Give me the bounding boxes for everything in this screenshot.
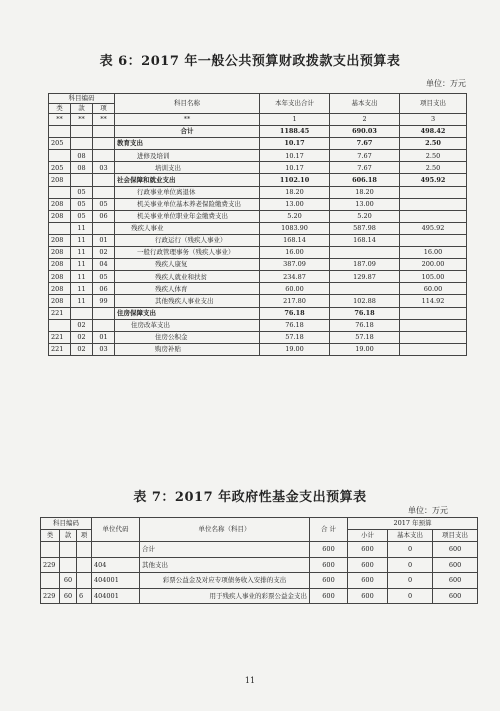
- cell-kuan: [60, 542, 77, 558]
- cell-project: [400, 307, 467, 319]
- table-row: [49, 210, 467, 222]
- cell-project: 60.00: [400, 283, 467, 295]
- cell-basic: 0: [388, 588, 433, 604]
- header-total: 合 计: [310, 518, 348, 542]
- cell-subject-name: 一般行政管理事务（残疾人事业）: [115, 247, 260, 259]
- cell-total: 5.20: [260, 210, 330, 222]
- cell-total: 76.18: [260, 307, 330, 319]
- cell-lei: [41, 573, 60, 589]
- cell-basic: 76.18: [330, 319, 400, 331]
- cell-xiang: [93, 307, 115, 319]
- cell-lei: 208: [49, 259, 71, 271]
- header-kuan: 款: [60, 530, 77, 542]
- cell-kuan: 11: [71, 247, 93, 259]
- cell-subject-name: 进修及培训: [115, 150, 260, 162]
- header-lei: 类: [41, 530, 60, 542]
- table7-unit: 单位：万元: [408, 506, 448, 515]
- idx-lei: **: [49, 114, 71, 126]
- cell-subject-name: 残疾人事业: [115, 222, 260, 234]
- cell-unit-name: 其他支出: [140, 557, 310, 573]
- cell-xiang: 6: [77, 588, 92, 604]
- cell-total: 57.18: [260, 331, 330, 343]
- cell-basic: 7.67: [330, 150, 400, 162]
- table-row: [41, 588, 478, 604]
- idx-kuan: **: [71, 114, 93, 126]
- cell-basic: [330, 283, 400, 295]
- cell-xiang: 03: [93, 343, 115, 355]
- header-basic: 基本支出: [388, 530, 433, 542]
- cell-project: 495.92: [400, 174, 467, 186]
- idx-2: 2: [330, 114, 400, 126]
- cell-kuan: 11: [71, 283, 93, 295]
- cell-project: 495.92: [400, 222, 467, 234]
- cell-kuan: 02: [71, 343, 93, 355]
- cell-subject-name: 培训支出: [115, 162, 260, 174]
- table-row: [49, 283, 467, 295]
- cell-kuan: 11: [71, 234, 93, 246]
- cell-xiang: [93, 150, 115, 162]
- header-project: 项目支出: [433, 530, 478, 542]
- cell-unit-code: 404001: [92, 573, 140, 589]
- cell-basic: 187.09: [330, 259, 400, 271]
- cell-lei: 208: [49, 283, 71, 295]
- cell-kuan: 08: [71, 150, 93, 162]
- cell-unit-code: 404: [92, 557, 140, 573]
- idx-xiang: **: [93, 114, 115, 126]
- cell-lei: 208: [49, 210, 71, 222]
- cell-lei: 208: [49, 295, 71, 307]
- cell-xiang: 01: [93, 234, 115, 246]
- header-unit-code: 单位代码: [92, 518, 140, 542]
- idx-name: **: [115, 114, 260, 126]
- table-row: [41, 542, 478, 558]
- idx-3: 3: [400, 114, 467, 126]
- cell-total: 13.00: [260, 198, 330, 210]
- cell-xiang: 05: [93, 198, 115, 210]
- cell-xiang: [77, 557, 92, 573]
- header-xiang: 项: [77, 530, 92, 542]
- cell-basic: 606.18: [330, 174, 400, 186]
- cell-unit-code: 404001: [92, 588, 140, 604]
- table6-body: [49, 126, 467, 356]
- cell-basic: 168.14: [330, 234, 400, 246]
- cell-kuan: [71, 138, 93, 150]
- page-number: 11: [244, 676, 256, 685]
- cell-subject-name: 住房保障支出: [115, 307, 260, 319]
- cell-lei: [49, 186, 71, 198]
- cell-basic: 19.00: [330, 343, 400, 355]
- cell-total: 217.80: [260, 295, 330, 307]
- cell-subject-name: 购房补贴: [115, 343, 260, 355]
- cell-xiang: 06: [93, 283, 115, 295]
- cell-basic: 7.67: [330, 138, 400, 150]
- cell-basic: 13.00: [330, 198, 400, 210]
- cell-total: 600: [310, 542, 348, 558]
- cell-xiang: 99: [93, 295, 115, 307]
- table-row: [49, 126, 467, 138]
- cell-subject-name: 住房公积金: [115, 331, 260, 343]
- table-row: [49, 343, 467, 355]
- cell-xiang: 04: [93, 259, 115, 271]
- header-kuan: 款: [71, 104, 93, 114]
- table6: [48, 93, 467, 356]
- cell-project: 498.42: [400, 126, 467, 138]
- cell-total: 10.17: [260, 138, 330, 150]
- cell-total: 60.00: [260, 283, 330, 295]
- cell-subject-name: 残疾人康复: [115, 259, 260, 271]
- cell-project: 2.50: [400, 138, 467, 150]
- cell-subject-name: 其他残疾人事业支出: [115, 295, 260, 307]
- cell-lei: 229: [41, 557, 60, 573]
- cell-project: [400, 234, 467, 246]
- table6-unit: 单位：万元: [426, 79, 466, 88]
- cell-total: 76.18: [260, 319, 330, 331]
- cell-basic: 0: [388, 573, 433, 589]
- cell-kuan: 11: [71, 271, 93, 283]
- cell-xiang: 01: [93, 331, 115, 343]
- cell-total: 168.14: [260, 234, 330, 246]
- cell-unit-name: 用于残疾人事业的彩票公益金支出: [140, 588, 310, 604]
- cell-total: 16.00: [260, 247, 330, 259]
- cell-basic: 129.87: [330, 271, 400, 283]
- cell-subject-name: 残疾人体育: [115, 283, 260, 295]
- cell-project: [400, 331, 467, 343]
- cell-xiang: [93, 174, 115, 186]
- header-basic: 基本支出: [330, 94, 400, 114]
- cell-kuan: 05: [71, 186, 93, 198]
- cell-kuan: 60: [60, 588, 77, 604]
- cell-kuan: 05: [71, 198, 93, 210]
- cell-basic: 102.88: [330, 295, 400, 307]
- cell-basic: 587.98: [330, 222, 400, 234]
- cell-basic: 18.20: [330, 186, 400, 198]
- table-row: [41, 573, 478, 589]
- cell-kuan: [71, 307, 93, 319]
- cell-subtotal: 600: [348, 542, 388, 558]
- cell-total: 1102.10: [260, 174, 330, 186]
- table7: [40, 517, 478, 604]
- cell-xiang: [93, 222, 115, 234]
- table-row: [49, 186, 467, 198]
- table-row: [49, 331, 467, 343]
- cell-kuan: 60: [60, 573, 77, 589]
- table-row: [49, 234, 467, 246]
- cell-subject-name: 教育支出: [115, 138, 260, 150]
- cell-subject-name: 行政事业单位离退休: [115, 186, 260, 198]
- cell-project: [400, 210, 467, 222]
- table6-index-row: [49, 114, 467, 126]
- cell-subject-name: 机关事业单位基本养老保险缴费支出: [115, 198, 260, 210]
- table6-header-row1: [49, 94, 467, 104]
- table-row: [49, 295, 467, 307]
- table7-header-row1: [41, 518, 478, 530]
- cell-lei: 208: [49, 174, 71, 186]
- cell-kuan: 05: [71, 210, 93, 222]
- table-row: [49, 259, 467, 271]
- cell-basic: 690.03: [330, 126, 400, 138]
- cell-lei: [49, 150, 71, 162]
- cell-project: [400, 343, 467, 355]
- cell-subject-name: 住房改革支出: [115, 319, 260, 331]
- cell-kuan: 02: [71, 331, 93, 343]
- cell-basic: 57.18: [330, 331, 400, 343]
- cell-lei: [41, 542, 60, 558]
- cell-basic: 7.67: [330, 162, 400, 174]
- cell-total: 600: [310, 557, 348, 573]
- header-xiang: 项: [93, 104, 115, 114]
- cell-basic: 0: [388, 542, 433, 558]
- cell-kuan: 02: [71, 319, 93, 331]
- cell-xiang: [93, 186, 115, 198]
- cell-project: 600: [433, 573, 478, 589]
- cell-total: 10.17: [260, 150, 330, 162]
- cell-xiang: 02: [93, 247, 115, 259]
- cell-subject-name: 机关事业单位职业年金缴费支出: [115, 210, 260, 222]
- table-row: [41, 557, 478, 573]
- cell-subject-name: 残疾人就业和扶贫: [115, 271, 260, 283]
- cell-kuan: 08: [71, 162, 93, 174]
- table6-title: 表 6：2017 年一般公共预算财政拨款支出预算表: [99, 54, 401, 69]
- header-code-group: 科目编码: [49, 94, 115, 104]
- cell-kuan: 11: [71, 295, 93, 307]
- cell-total: 387.09: [260, 259, 330, 271]
- cell-kuan: 11: [71, 259, 93, 271]
- cell-project: 200.00: [400, 259, 467, 271]
- cell-kuan: [60, 557, 77, 573]
- cell-lei: 221: [49, 343, 71, 355]
- table-row: [49, 307, 467, 319]
- cell-xiang: [77, 573, 92, 589]
- table-row: [49, 319, 467, 331]
- header-code-group: 科目编码: [41, 518, 92, 530]
- cell-basic: 76.18: [330, 307, 400, 319]
- table-row: [49, 198, 467, 210]
- cell-total: 600: [310, 588, 348, 604]
- header-total: 本年支出合计: [260, 94, 330, 114]
- cell-xiang: 06: [93, 210, 115, 222]
- cell-project: 600: [433, 542, 478, 558]
- cell-lei: 205: [49, 138, 71, 150]
- cell-xiang: [93, 126, 115, 138]
- cell-project: [400, 186, 467, 198]
- cell-subtotal: 600: [348, 588, 388, 604]
- cell-project: [400, 319, 467, 331]
- table-row: [49, 150, 467, 162]
- cell-lei: 208: [49, 198, 71, 210]
- header-budget-group: 2017 年预算: [348, 518, 478, 530]
- cell-subtotal: 600: [348, 557, 388, 573]
- cell-total: 1188.45: [260, 126, 330, 138]
- cell-kuan: [71, 126, 93, 138]
- header-unit-name: 单位名称（科目）: [140, 518, 310, 542]
- cell-lei: [49, 222, 71, 234]
- cell-total: 10.17: [260, 162, 330, 174]
- cell-subject-name: 合计: [115, 126, 260, 138]
- cell-lei: 208: [49, 271, 71, 283]
- table-row: [49, 162, 467, 174]
- cell-project: 600: [433, 588, 478, 604]
- cell-xiang: 05: [93, 271, 115, 283]
- table-row: [49, 174, 467, 186]
- cell-lei: 229: [41, 588, 60, 604]
- cell-project: 600: [433, 557, 478, 573]
- table-row: [49, 271, 467, 283]
- cell-basic: 5.20: [330, 210, 400, 222]
- cell-xiang: [93, 319, 115, 331]
- cell-lei: [49, 126, 71, 138]
- cell-subject-name: 行政运行（残疾人事业）: [115, 234, 260, 246]
- cell-kuan: 11: [71, 222, 93, 234]
- cell-project: 2.50: [400, 150, 467, 162]
- cell-lei: [49, 319, 71, 331]
- cell-project: 2.50: [400, 162, 467, 174]
- header-subtotal: 小计: [348, 530, 388, 542]
- cell-unit-name: 彩票公益金及对应专项债务收入安排的支出: [140, 573, 310, 589]
- cell-lei: 205: [49, 162, 71, 174]
- cell-total: 18.20: [260, 186, 330, 198]
- cell-subject-name: 社会保障和就业支出: [115, 174, 260, 186]
- header-subject-name: 科目名称: [115, 94, 260, 114]
- idx-1: 1: [260, 114, 330, 126]
- cell-total: 19.00: [260, 343, 330, 355]
- cell-project: 114.92: [400, 295, 467, 307]
- cell-basic: [330, 247, 400, 259]
- cell-lei: 208: [49, 234, 71, 246]
- cell-project: 105.00: [400, 271, 467, 283]
- cell-total: 600: [310, 573, 348, 589]
- header-lei: 类: [49, 104, 71, 114]
- cell-lei: 221: [49, 331, 71, 343]
- cell-subtotal: 600: [348, 573, 388, 589]
- cell-project: 16.00: [400, 247, 467, 259]
- header-project: 项目支出: [400, 94, 467, 114]
- cell-total: 1083.90: [260, 222, 330, 234]
- cell-xiang: [93, 138, 115, 150]
- cell-xiang: 03: [93, 162, 115, 174]
- cell-xiang: [77, 542, 92, 558]
- cell-unit-name: 合计: [140, 542, 310, 558]
- table-row: [49, 138, 467, 150]
- cell-project: [400, 198, 467, 210]
- cell-basic: 0: [388, 557, 433, 573]
- cell-lei: 208: [49, 247, 71, 259]
- table-row: [49, 247, 467, 259]
- cell-lei: 221: [49, 307, 71, 319]
- table-row: [49, 222, 467, 234]
- cell-unit-code: [92, 542, 140, 558]
- cell-kuan: [71, 174, 93, 186]
- table7-body: [41, 542, 478, 604]
- cell-total: 234.87: [260, 271, 330, 283]
- table7-title: 表 7：2017 年政府性基金支出预算表: [133, 490, 367, 505]
